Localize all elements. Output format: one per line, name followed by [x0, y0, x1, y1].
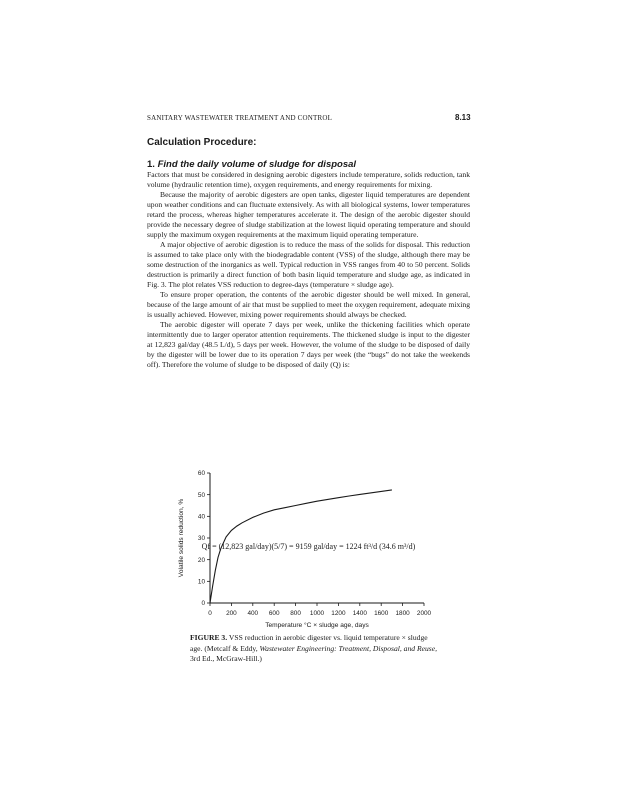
paragraph-1: Factors that must be considered in designing aerobic digesters include temperature, solids reduction, tank volume (hydraulic retention time), oxygen requirements, and energy requirements for mixing.: [147, 170, 470, 189]
step-number: 1.: [147, 159, 155, 170]
x-tick-label: 1000: [309, 610, 325, 617]
x-axis-label: Temperature °C × sludge age, days: [265, 622, 369, 629]
step-title: Find the daily volume of sludge for disposal: [157, 159, 357, 170]
x-tick-label: 600: [268, 610, 280, 617]
figure-source-suffix: 3rd Ed., McGraw-Hill.): [190, 654, 262, 663]
figure-source-book: Wastewater Engineering: Treatment, Disposal, and Reuse,: [259, 643, 437, 653]
y-tick-label: 20: [197, 556, 205, 564]
paragraph-5: The aerobic digester will operate 7 days per week, unlike the thickening facilities which operate intermittently due to larger operator attention requirements. The thickened sludge is input to the digester at 12,823 gal/day (48.5 L/d), 5 days per week. However, the volume of the sludge to be disposed of daily by the digester will be lower due to its operation 7 days per week (the “bugs” do not take the weekends off). Therefore the volume of sludge to be disposed of daily (Q) is:: [147, 320, 470, 369]
equation-text: Qf = (12,823 gal/day)(5/7) = 9159 gal/day = 1224 ft³/d (34.6 m³/d): [201, 542, 416, 551]
y-tick-label: 30: [197, 535, 205, 543]
x-tick-label: 1800: [395, 610, 410, 617]
x-tick-label: 0: [208, 610, 212, 617]
figure-source-prefix: (Metcalf & Eddy,: [204, 643, 258, 653]
running-header: SANITARY WASTEWATER TREATMENT AND CONTROL: [147, 114, 333, 122]
y-tick-label: 0: [201, 600, 205, 608]
y-tick-label: 10: [197, 578, 205, 586]
x-tick-label: 800: [290, 610, 301, 617]
paragraph-4: To ensure proper operation, the contents of the aerobic digester should be well mixed. In general, because of the large amount of air that must be supplied to meet the oxygen requirement, adequate mixing is usually achieved. However, mixing power requirements should always be checked.: [147, 290, 470, 319]
y-tick-label: 40: [197, 513, 205, 521]
x-tick-label: 2000: [416, 610, 432, 617]
x-tick-label: 1400: [352, 610, 367, 617]
paragraph-3: A major objective of aerobic digestion is to reduce the mass of the solids for disposal. This reduction is assumed to take place only with the biodegradable content (VSS) of the sludge, although there may be some destruction of the inorganics as well. Typical reduction in VSS ranges from 40 to 50 percent. Solids destruction is primarily a direct function of both basin liquid temperature and sludge age, as indicated in Fig. 3. The plot relates VSS reduction to degree-days (temperature × sludge age).: [147, 240, 470, 289]
x-tick-label: 400: [247, 610, 259, 617]
y-tick-label: 50: [197, 491, 205, 499]
series-line-vss-reduction: [210, 490, 392, 603]
x-tick-label: 1200: [331, 610, 346, 617]
section-title: Calculation Procedure:: [147, 137, 257, 148]
figure-caption-text: VSS reduction in aerobic digester vs. liquid temperature × sludge age.: [190, 633, 428, 653]
y-axis-label: Volatile solids reduction, %: [178, 498, 185, 578]
page-number: 8.13: [455, 113, 471, 122]
y-tick-label: 60: [197, 470, 205, 478]
x-tick-label: 1600: [374, 610, 389, 617]
x-tick-label: 200: [226, 610, 237, 617]
figure-label: FIGURE 3.: [190, 633, 228, 642]
paragraph-2: Because the majority of aerobic digesters are open tanks, digester liquid temperatures are dependent upon weather conditions and can fluctuate extensively. As with all biological systems, lower temperatures retard the process, whereas higher temperatures accelerate it. The design of the aerobic digester should provide the necessary degree of sludge stabilization at the lowest liquid operating temperature and should supply the maximum oxygen requirements at the maximum liquid operating temperature.: [147, 190, 470, 239]
figure-caption: [190, 633, 438, 665]
